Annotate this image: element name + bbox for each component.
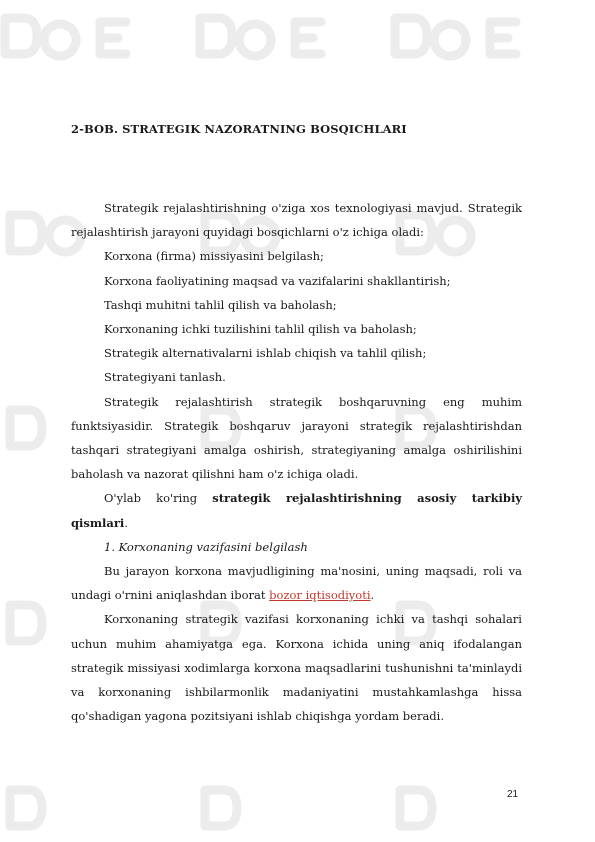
components-bold-text: strategik rejalashtirishning asosiy tarkibiy qismlari (71, 491, 523, 530)
list-item: Korxona faoliyatining maqsad va vazifalarini shakllantirish; (104, 273, 451, 288)
list-item: Korxonaning ichki tuzilishini tahlil qilish va baholash; (104, 322, 417, 337)
process-suffix: . (370, 588, 375, 603)
section-heading: 1. Korxonaning vazifasini belgilash (104, 539, 308, 554)
process-paragraph (71, 559, 522, 607)
market-economy-link[interactable]: bozor iqtisodiyoti (269, 588, 371, 603)
strategic-role-paragraph: Korxonaning strategik vazifasi korxonaning ichki va tashqi sohalari uchun muhim ahamiyatga ega. Korxona ichida uning aniq ifodalangan strategik missiyasi xodimlarga korxona maqsadlarini tushunishni ta'minlaydi va korxonaning ishbilarmonlik madaniyatini mustahkamlashga hissa qo'shadigan yagona pozitsiyani ishlab chiqishga yordam beradi. (71, 612, 522, 724)
process-text: Bu jarayon korxona mavjudligining ma'nosini, uning maqsadi, roli va undagi o'rnini aniqlashdan iborat (71, 564, 522, 603)
components-suffix: . (124, 515, 128, 530)
components-paragraph (71, 486, 522, 534)
list-item: Strategiyani tanlash. (104, 370, 226, 385)
body-text (71, 196, 522, 728)
components-prefix: O'ylab ko'ring (104, 491, 213, 506)
intro-paragraph: Strategik rejalashtirishning o'ziga xos texnologiyasi mavjud. Strategik rejalashtirish jarayoni quyidagi bosqichlarni o'z ichiga oladi: (71, 201, 522, 240)
list-item: Tashqi muhitni tahlil qilish va baholash; (104, 297, 337, 312)
chapter-title: 2-BOB. STRATEGIK NAZORATNING BOSQICHLARI (71, 122, 407, 136)
list-item: Strategik alternativalarni ishlab chiqish va tahlil qilish; (104, 346, 427, 361)
page-number: 21 (507, 789, 519, 800)
list-item: Korxona (firma) missiyasini belgilash; (104, 249, 324, 264)
main-function-paragraph: Strategik rejalashtirish strategik boshqaruvning eng muhim funktsiyasidir. Strategik boshqaruv jarayoni strategik rejalashtirishdan tashqari strategiyani amalga oshirish, strategiyaning amalga oshirilishini baholash va nazorat qilishni ham o'z ichiga oladi. (71, 394, 522, 482)
